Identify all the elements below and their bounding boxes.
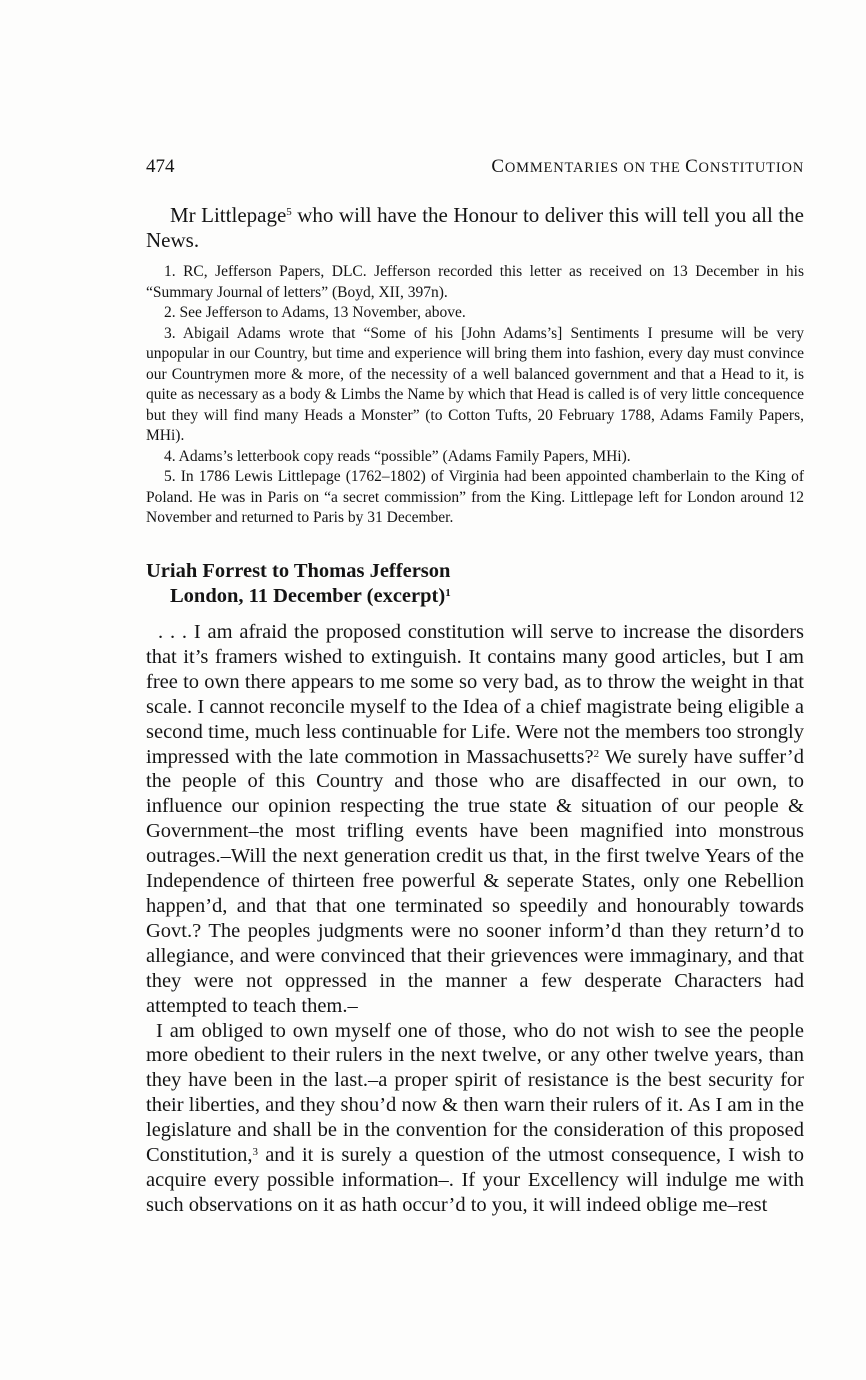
body-paragraph-1: [146, 620, 804, 1019]
paragraph-1-text-a: . . . I am afraid the proposed constitution will serve to increase the disorders that it’s framers wished to extinguish. It contains many good articles, but I am free to own there appears to me some so very bad, as to throw the weight in that scale. I cannot reconcile myself to the Idea of a chief magistrate being eligible a second time, much less continuable for Life. Were not the members too strongly impressed with the late commotion in Massachusetts?: [146, 621, 804, 768]
running-head: COMMENTARIES ON THE CONSTITUTION: [491, 156, 804, 177]
letter-heading: [146, 559, 804, 609]
footnote-ref: 1: [445, 587, 451, 599]
letter-subtitle: [146, 584, 804, 609]
letter-closing-paragraph: [146, 203, 804, 253]
page-number: 474: [146, 156, 175, 177]
closing-text-end: who will have the Honour to deliver this will tell you all the News.: [146, 203, 804, 252]
body-paragraph-2: [146, 1019, 804, 1218]
footnote-4: 4. Adams’s letterbook copy reads “possible” (Adams Family Papers, MHi).: [164, 447, 631, 465]
footnote-3: 3. Abigail Adams wrote that “Some of his [John Adams’s] Sentiments I presume will be very unpopular in our Country, but time and experience will bring them into fashion, every day must convince our Countrymen more & more, of the necessity of a well balanced government and that a Head to it, is quite as necessary as a body & Limbs the Name by which that Head is called is of very little concequence but they will find many Heads a Monster” (to Cotton Tufts, 20 February 1788, Adams Family Papers, MHi).: [146, 324, 804, 444]
paragraph-2-text-a: I am obliged to own myself one of those, who do not wish to see the people more obedient to their rulers in the next twelve, or any other twelve years, than they have been in the last.–a proper spirit of resistance is the best security for their liberties, and they shou’d now & then warn their rulers of it. As I am in the legislature and shall be in the convention for the consideration of this proposed Constitution,: [146, 1019, 804, 1167]
footnote-ref: 3: [252, 1146, 259, 1159]
footnote-2: 2. See Jefferson to Adams, 13 November, above.: [164, 304, 466, 321]
letter-subtitle-text: London, 11 December (excerpt): [170, 585, 446, 607]
footnote-1: 1. RC, Jefferson Papers, DLC. Jefferson recorded this letter as received on 13 December in his “Summary Journal of letters” (Boyd, XII, 397n).: [146, 263, 804, 301]
footnotes: [146, 262, 804, 529]
footnote-5: 5. In 1786 Lewis Littlepage (1762–1802) of Virginia had been appointed chamberlain to the King of Poland. He was in Paris on “a secret commission” from the King. Littlepage left for London around 12 November and returned to Paris by 31 December.: [146, 468, 804, 526]
footnote-ref: 5: [286, 206, 292, 218]
footnote-ref: 2: [593, 747, 600, 760]
paragraph-2-text-b: and it is surely a question of the utmost consequence, I wish to acquire every possible information–. If your Excellency will indulge me with such observations on it as hath occur’d to you, it will indeed oblige me–rest: [146, 1144, 804, 1216]
paragraph-1-text-b: We surely have suffer’d the people of this Country and those who are disaffected in our own, to influence our opinion respecting the true state & situation of our people & Government–the most trifling events have been magnified into monstrous outrages.–Will the next generation credit us that, in the first twelve Years of the Independence of thirteen free powerful & seperate States, only one Rebellion happen’d, and that that one terminated so speedily and honourably towards Govt.? The peoples judgments were no sooner inform’d than they return’d to allegiance, and were convinced that their grievences were immaginary, and that they were not oppressed in the manner a few desperate Characters had attempted to teach them.–: [146, 745, 804, 1017]
page-header: [146, 156, 804, 178]
closing-text-start: Mr Littlepage: [170, 203, 287, 227]
letter-title: Uriah Forrest to Thomas Jefferson: [146, 560, 451, 582]
letter-body: [146, 620, 804, 1218]
